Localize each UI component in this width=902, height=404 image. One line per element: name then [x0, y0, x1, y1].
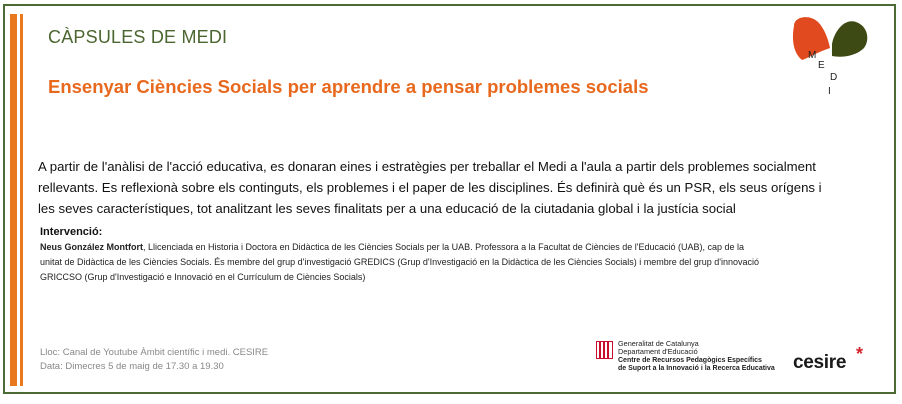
session-title: Ensenyar Ciències Socials per aprendre a pensar problemes socials	[48, 76, 649, 97]
logo-letter-m: M	[808, 50, 817, 61]
speaker-bio-text: , Llicenciada en Historia i Doctora en Didàctica de les Ciències Socials per la UAB. Professora a la Facultat de Ciències de l'Educació (UAB), cap de la	[143, 242, 745, 252]
description-line: rellevants. Es reflexionà sobre els continguts, els problemes i el paper de les disciplines. És definirà què és un PSR, els seus orígens i	[38, 180, 822, 195]
gencat-flag-icon	[596, 341, 613, 359]
description-line: A partir de l'anàlisi de l'acció educativa, es donaran eines i estratègies per treballar el Medi a l'aula a partir dels problemes socialment	[38, 159, 816, 174]
logo-letter-d: D	[830, 72, 838, 83]
speaker-name: Neus González Montfort	[40, 242, 143, 252]
logo-letter-i: I	[828, 86, 831, 97]
gencat-line-1: Generalitat de Catalunya	[618, 339, 699, 348]
speaker-bio	[40, 240, 870, 286]
left-accent-line	[20, 14, 23, 386]
cesire-logo-text: cesire	[793, 352, 847, 373]
speaker-bio-line: GRICCSO (Grup d'Investigació e Innovació en el Currículum de Ciències Socials)	[40, 272, 366, 283]
description-line: les seves característiques, tot analitzant les seves finalitats per a una educació de la ciutadania global i la justícia social	[38, 201, 736, 216]
date-text: Data: Dimecres 5 de maig de 17.30 a 19.30	[40, 361, 224, 372]
left-accent-bar	[10, 14, 17, 386]
event-info	[40, 346, 268, 374]
speaker-bio-line: unitat de Didàctica de les Ciències Socials. És membre del grup d'investigació GREDICS (Grup d'Investigació en la Didàctica de les Ciències Socials) i membre del grup d'innovació	[40, 257, 759, 268]
gencat-line-2: Departament d'Educació	[618, 347, 698, 356]
right-heart-icon	[832, 21, 867, 56]
medi-hearts-logo	[788, 14, 872, 98]
speaker-bio-line	[40, 240, 870, 255]
gencat-logo	[596, 341, 796, 375]
venue-text: Lloc: Canal de Youtube Àmbit científic i medi. CESIRE	[40, 347, 269, 358]
speaker-heading: Intervenció:	[40, 226, 103, 238]
series-title: CÀPSULES DE MEDI	[48, 27, 228, 47]
description	[38, 156, 876, 219]
gencat-line-4: de Suport a la Innovació i la Recerca Educativa	[618, 365, 775, 372]
cesire-star-icon: *	[856, 344, 864, 364]
gencat-line-3: Centre de Recursos Pedagògics Específics	[618, 357, 762, 364]
logo-letter-e: E	[818, 60, 825, 71]
